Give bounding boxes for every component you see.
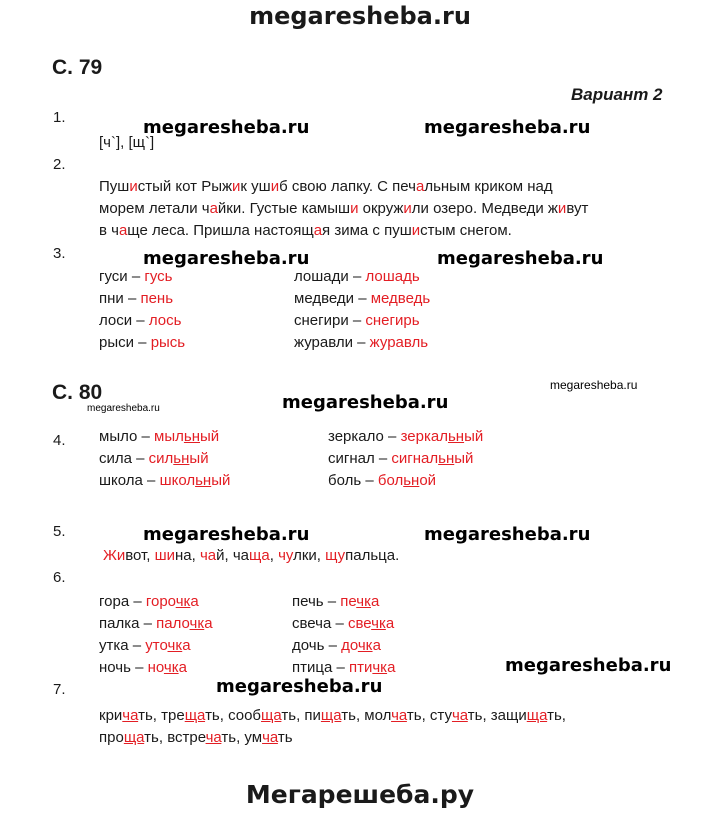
highlighted-letters: чк xyxy=(189,615,205,632)
text-segment: ть, защи xyxy=(467,707,527,724)
text-segment: ть, xyxy=(547,707,566,724)
task-2-line xyxy=(99,220,588,242)
text-segment: льным криком над xyxy=(424,178,553,195)
highlighted-letters: и xyxy=(350,200,359,217)
task-3-pair xyxy=(294,266,430,288)
text-segment: на, xyxy=(175,547,200,564)
highlighted-letters: ча xyxy=(205,729,222,746)
task-6-pair xyxy=(99,657,213,679)
highlighted-letters: ьн xyxy=(447,428,465,445)
task-4-pair xyxy=(99,448,230,470)
highlighted-letters: и xyxy=(129,178,138,195)
highlighted-letters: лошадь xyxy=(365,268,420,285)
task-3-pair xyxy=(294,332,430,354)
highlighted-letters: ща xyxy=(526,707,548,724)
highlighted-letters: пало xyxy=(156,615,190,632)
text-segment: школа – xyxy=(99,472,160,489)
text-segment: ть, мол xyxy=(341,707,392,724)
text-segment: , xyxy=(269,547,279,564)
highlighted-letters: ый xyxy=(454,450,474,467)
watermark: megaresheba.ru xyxy=(550,378,638,392)
highlighted-letters: ча xyxy=(122,707,139,724)
text-segment: лоси – xyxy=(99,312,149,329)
highlighted-letters: чк xyxy=(371,615,386,632)
highlighted-letters: ьн xyxy=(438,450,455,467)
text-segment: боль – xyxy=(328,472,378,489)
text-segment: палка – xyxy=(99,615,157,632)
highlighted-letters: чу xyxy=(278,547,294,564)
text-segment: вут xyxy=(566,200,589,217)
text-segment: в ч xyxy=(99,222,119,239)
highlighted-letters: журавль xyxy=(369,334,429,351)
highlighted-letters: сигнал xyxy=(391,450,439,467)
text-segment: ще леса. Пришла настоящ xyxy=(127,222,314,239)
highlighted-letters: бол xyxy=(377,472,404,489)
watermark: megaresheba.ru xyxy=(437,248,604,269)
highlighted-letters: Жи xyxy=(103,547,126,564)
text-segment: зеркало – xyxy=(328,428,401,445)
highlighted-letters: пе xyxy=(340,593,357,610)
task-4-left-column xyxy=(99,426,230,492)
highlighted-letters: рысь xyxy=(150,334,186,351)
text-segment: утка – xyxy=(99,637,146,654)
text-segment: пальца. xyxy=(345,547,400,564)
text-segment: стым снегом. xyxy=(420,222,512,239)
highlighted-letters: ча xyxy=(451,707,468,724)
task-3-pair xyxy=(99,310,185,332)
highlighted-letters: щу xyxy=(325,547,346,564)
highlighted-letters: а xyxy=(370,593,380,610)
highlighted-letters: а xyxy=(313,222,323,239)
highlighted-letters: ши xyxy=(154,547,176,564)
task-4-pair xyxy=(99,426,230,448)
highlighted-letters: медведь xyxy=(370,290,431,307)
highlighted-letters: а xyxy=(182,637,191,654)
watermark: megaresheba.ru xyxy=(143,117,310,138)
highlighted-letters: лось xyxy=(148,312,182,329)
text-segment: мыло – xyxy=(99,428,155,445)
task-4-number: 4. xyxy=(53,432,66,449)
text-segment: вот, xyxy=(125,547,155,564)
task-6-pair xyxy=(292,635,395,657)
highlighted-letters: пти xyxy=(348,659,373,676)
text-segment: ть, ум xyxy=(221,729,263,746)
highlighted-letters: гусь xyxy=(144,268,173,285)
highlighted-letters: ща xyxy=(123,729,145,746)
highlighted-letters: но xyxy=(147,659,164,676)
highlighted-letters: ьн xyxy=(403,472,420,489)
highlighted-letters: чк xyxy=(372,659,388,676)
text-segment: ть, тре xyxy=(138,707,185,724)
task-1-number: 1. xyxy=(53,109,66,126)
highlighted-letters: и xyxy=(270,178,280,195)
task-6-pair xyxy=(99,635,213,657)
highlighted-letters: а xyxy=(209,200,218,217)
highlighted-letters: а xyxy=(372,637,381,654)
highlighted-letters: и xyxy=(411,222,421,239)
watermark: megaresheba.ru xyxy=(87,403,160,414)
task-6-pair xyxy=(292,591,395,613)
text-segment: медведи – xyxy=(294,290,371,307)
text-segment: йки. Густые камыш xyxy=(217,200,351,217)
site-title-bottom: Мегарешеба.ру xyxy=(245,780,475,809)
text-segment: пни – xyxy=(99,290,141,307)
task-5-number: 5. xyxy=(53,523,66,540)
highlighted-letters: ча xyxy=(391,707,407,724)
highlighted-letters: сил xyxy=(148,450,174,467)
highlighted-letters: зеркал xyxy=(400,428,448,445)
highlighted-letters: ща xyxy=(184,707,206,724)
task-6-number: 6. xyxy=(53,569,66,586)
highlighted-letters: а xyxy=(178,659,187,676)
highlighted-letters: ща xyxy=(261,707,282,724)
text-segment: ть, пи xyxy=(281,707,321,724)
highlighted-letters: школ xyxy=(159,472,196,489)
text-segment: ть xyxy=(277,729,293,746)
highlighted-letters: ый xyxy=(211,472,231,489)
highlighted-letters: до xyxy=(341,637,358,654)
highlighted-letters: ьн xyxy=(173,450,190,467)
task-7-number: 7. xyxy=(53,681,66,698)
task-3-pair xyxy=(99,266,185,288)
variant-label: Вариант 2 xyxy=(571,85,663,104)
highlighted-letters: чк xyxy=(163,659,179,676)
highlighted-letters: ый xyxy=(464,428,484,445)
text-segment: птица – xyxy=(292,659,349,676)
highlighted-letters: чк xyxy=(356,593,371,610)
text-segment: лки, xyxy=(293,547,326,564)
watermark: megaresheba.ru xyxy=(216,676,383,697)
task-2-text xyxy=(99,176,588,242)
highlighted-letters: чк xyxy=(167,637,183,654)
highlighted-letters: снегирь xyxy=(365,312,420,329)
text-segment: печь – xyxy=(292,593,341,610)
watermark: megaresheba.ru xyxy=(505,655,672,676)
text-segment: я зима с пуш xyxy=(322,222,412,239)
highlighted-letters: уто xyxy=(145,637,168,654)
highlighted-letters: а xyxy=(387,659,396,676)
watermark: megaresheba.ru xyxy=(282,392,449,413)
text-segment: лошади – xyxy=(294,268,366,285)
highlighted-letters: а xyxy=(190,593,199,610)
text-segment: ть, встре xyxy=(144,729,206,746)
text-segment: снегири – xyxy=(294,312,366,329)
highlighted-letters: чк xyxy=(175,593,191,610)
highlighted-letters: и xyxy=(557,200,567,217)
watermark: megaresheba.ru xyxy=(424,117,591,138)
highlighted-letters: чк xyxy=(357,637,373,654)
text-segment: й, ча xyxy=(216,547,250,564)
text-segment: дочь – xyxy=(292,637,342,654)
highlighted-letters: горо xyxy=(145,593,176,610)
text-segment: ть, сооб xyxy=(205,707,262,724)
highlighted-letters: ый xyxy=(189,450,209,467)
text-segment: сила – xyxy=(99,450,149,467)
highlighted-letters: ща xyxy=(249,547,270,564)
highlighted-letters: ый xyxy=(200,428,220,445)
task-6-pair xyxy=(292,613,395,635)
highlighted-letters: све xyxy=(347,615,372,632)
text-segment: про xyxy=(99,729,124,746)
text-segment: окруж xyxy=(358,200,404,217)
watermark: megaresheba.ru xyxy=(424,524,591,545)
task-4-pair xyxy=(328,448,483,470)
task-3-left-column xyxy=(99,266,185,354)
site-title-top: megaresheba.ru xyxy=(249,2,471,30)
highlighted-letters: а xyxy=(204,615,213,632)
task-6-left-column xyxy=(99,591,213,679)
text-segment: ли озеро. Медведи ж xyxy=(411,200,558,217)
task-3-pair xyxy=(99,288,185,310)
highlighted-letters: пень xyxy=(140,290,174,307)
task-7-line xyxy=(99,705,566,727)
text-segment: Пуш xyxy=(99,178,130,195)
highlighted-letters: ьн xyxy=(195,472,212,489)
highlighted-letters: мыл xyxy=(154,428,184,445)
task-6-pair xyxy=(99,613,213,635)
text-segment: ночь – xyxy=(99,659,148,676)
task-4-pair xyxy=(328,426,483,448)
text-segment: морем летали ч xyxy=(99,200,210,217)
task-6-right-column xyxy=(292,591,395,679)
task-4-pair xyxy=(328,470,483,492)
task-3-pair xyxy=(294,310,430,332)
highlighted-letters: ща xyxy=(320,707,342,724)
task-3-pair xyxy=(294,288,430,310)
task-5-answer xyxy=(103,545,399,567)
highlighted-letters: а xyxy=(118,222,128,239)
text-segment: гора – xyxy=(99,593,146,610)
highlighted-letters: а xyxy=(385,615,395,632)
highlighted-letters: ой xyxy=(419,472,437,489)
highlighted-letters: ча xyxy=(199,547,217,564)
task-2-number: 2. xyxy=(53,156,66,173)
task-4-pair xyxy=(99,470,230,492)
task-2-line xyxy=(99,198,588,220)
text-segment: свеча – xyxy=(292,615,348,632)
task-3-right-column xyxy=(294,266,430,354)
task-1-answer: [ч`], [щ`] xyxy=(99,134,155,151)
text-segment: журавли – xyxy=(294,334,370,351)
page-heading-79: С. 79 xyxy=(52,56,103,79)
task-7-line xyxy=(99,727,566,749)
text-segment: ть, сту xyxy=(406,707,452,724)
highlighted-letters: ча xyxy=(262,729,278,746)
page-heading-80: С. 80 xyxy=(52,381,103,404)
task-3-number: 3. xyxy=(53,245,66,262)
text-segment: б свою лапку. С печ xyxy=(279,178,416,195)
highlighted-letters: и xyxy=(232,178,241,195)
text-segment: кри xyxy=(99,707,123,724)
text-segment: стый кот Рыж xyxy=(137,178,233,195)
task-4-right-column xyxy=(328,426,483,492)
watermark: megaresheba.ru xyxy=(143,524,310,545)
text-segment: сигнал – xyxy=(328,450,392,467)
text-segment: гуси – xyxy=(99,268,145,285)
task-2-line xyxy=(99,176,588,198)
highlighted-letters: ьн xyxy=(183,428,201,445)
text-segment: к уш xyxy=(240,178,271,195)
text-segment: рыси – xyxy=(99,334,151,351)
task-6-pair xyxy=(99,591,213,613)
task-7-text xyxy=(99,705,566,749)
task-3-pair xyxy=(99,332,185,354)
highlighted-letters: и xyxy=(403,200,412,217)
highlighted-letters: а xyxy=(415,178,425,195)
watermark: megaresheba.ru xyxy=(143,248,310,269)
